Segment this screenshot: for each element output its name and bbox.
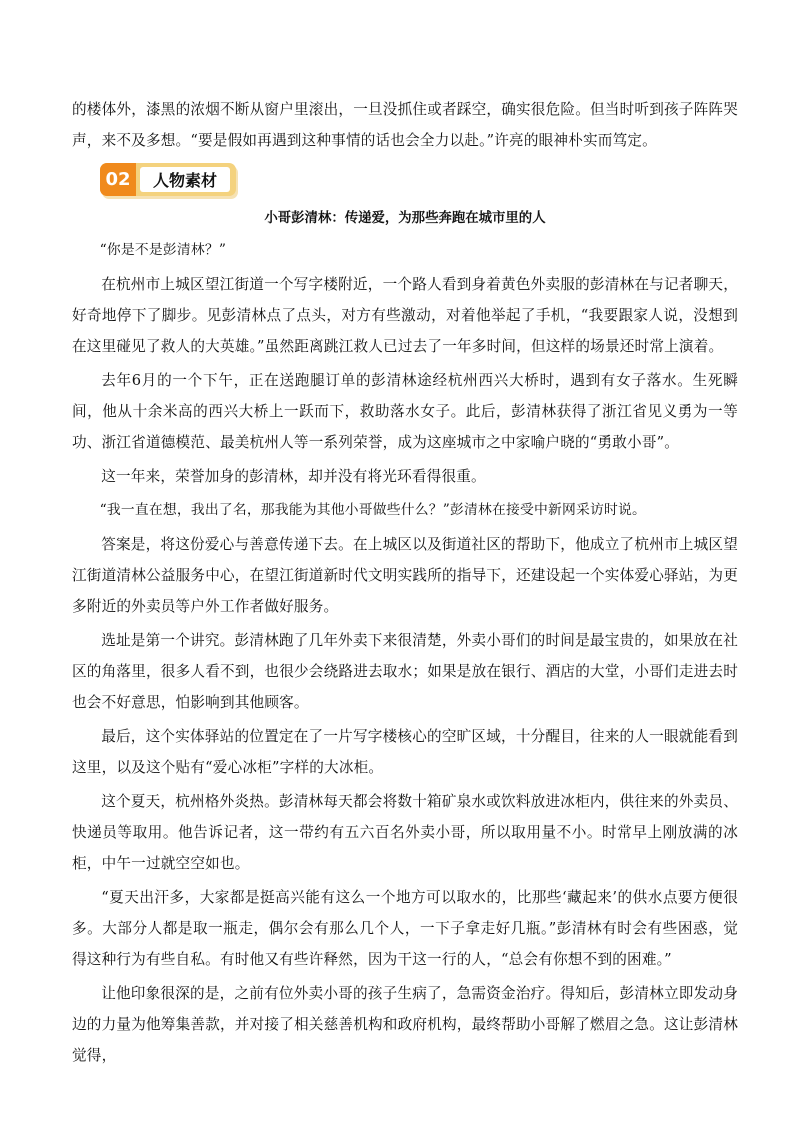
paragraph: 让他印象很深的是，之前有位外卖小哥的孩子生病了，急需资金治疗。得知后，彭清林立即发动身边的力量为他筹集善款，并对接了相关慈善机构和政府机构，最终帮助小哥解了燃眉之急。这让彭清林觉得，	[72, 985, 738, 1064]
section-number: 02	[100, 163, 136, 196]
paragraph: “夏天出汗多，大家都是挺高兴能有这么一个地方可以取水的，比那些‘藏起来’的供水点要方便很多。大部分人都是取一瓶走，偶尔会有那么几个人，一下子拿走好几瓶。”彭清林有时会有些困惑，觉得这种行为有些自私。有时他又有些许释然，因为干这一行的人，“总会有你想不到的困难。”	[72, 889, 738, 968]
paragraph: 的楼体外，漆黑的浓烟不断从窗户里滚出，一旦没抓住或者踩空，确实很危险。但当时听到孩子阵阵哭声，来不及多想。“要是假如再遇到这种事情的话也会全力以赴。”许亮的眼神朴实而笃定。	[72, 101, 738, 149]
paragraph: “你是不是彭清林？”	[99, 242, 227, 258]
section-badge	[100, 163, 236, 196]
article-subtitle: 小哥彭清林：传递爱，为那些奔跑在城市里的人	[264, 211, 546, 226]
paragraph: 这一年来，荣誉加身的彭清林，却并没有将光环看得很重。	[101, 468, 486, 485]
section-header	[72, 159, 738, 201]
paragraph: 去年6月的一个下午，正在送跑腿订单的彭清林途经杭州西兴大桥时，遇到有女子落水。生死瞬间，他从十余米高的西兴大桥上一跃而下，救助落水女子。此后，彭清林获得了浙江省见义勇为一等功、浙江省道德模范、最美杭州人等一系列荣誉，成为这座城市之中家喻户晓的“勇敢小哥”。	[72, 372, 738, 451]
article-body	[72, 94, 738, 1074]
paragraph: 在杭州市上城区望江街道一个写字楼附近，一个路人看到身着黄色外卖服的彭清林在与记者聊天，好奇地停下了脚步。见彭清林点了点头，对方有些激动，对着他举起了手机，“我要跟家人说，没想到在这里碰见了救人的大英雄。”虽然距离跳江救人已过去了一年多时间，但这样的场景还时常上演着。	[72, 276, 738, 355]
paragraph: 最后，这个实体驿站的位置定在了一片写字楼核心的空旷区域，十分醒目，往来的人一眼就能看到这里，以及这个贴有“爱心冰柜”字样的大冰柜。	[72, 728, 738, 776]
paragraph: “我一直在想，我出了名，那我能为其他小哥做些什么？”彭清林在接受中新网采访时说。	[99, 502, 646, 518]
paragraph: 答案是，将这份爱心与善意传递下去。在上城区以及街道社区的帮助下，他成立了杭州市上城区望江街道清林公益服务中心，在望江街道新时代文明实践所的指导下，还建设起一个实体爱心驿站，为更多附近的外卖员等户外工作者做好服务。	[72, 536, 738, 615]
paragraph: 选址是第一个讲究。彭清林跑了几年外卖下来很清楚，外卖小哥们的时间是最宝贵的，如果放在社区的角落里，很多人看不到，也很少会绕路进去取水；如果是放在银行、酒店的大堂，小哥们走进去时也会不好意思，怕影响到其他顾客。	[72, 632, 738, 711]
paragraph: 这个夏天，杭州格外炎热。彭清林每天都会将数十箱矿泉水或饮料放进冰柜内，供往来的外卖员、快递员等取用。他告诉记者，这一带约有五六百名外卖小哥，所以取用量不小。时常早上刚放满的冰柜，中午一过就空空如也。	[72, 793, 738, 872]
section-label: 人物素材	[140, 167, 230, 192]
